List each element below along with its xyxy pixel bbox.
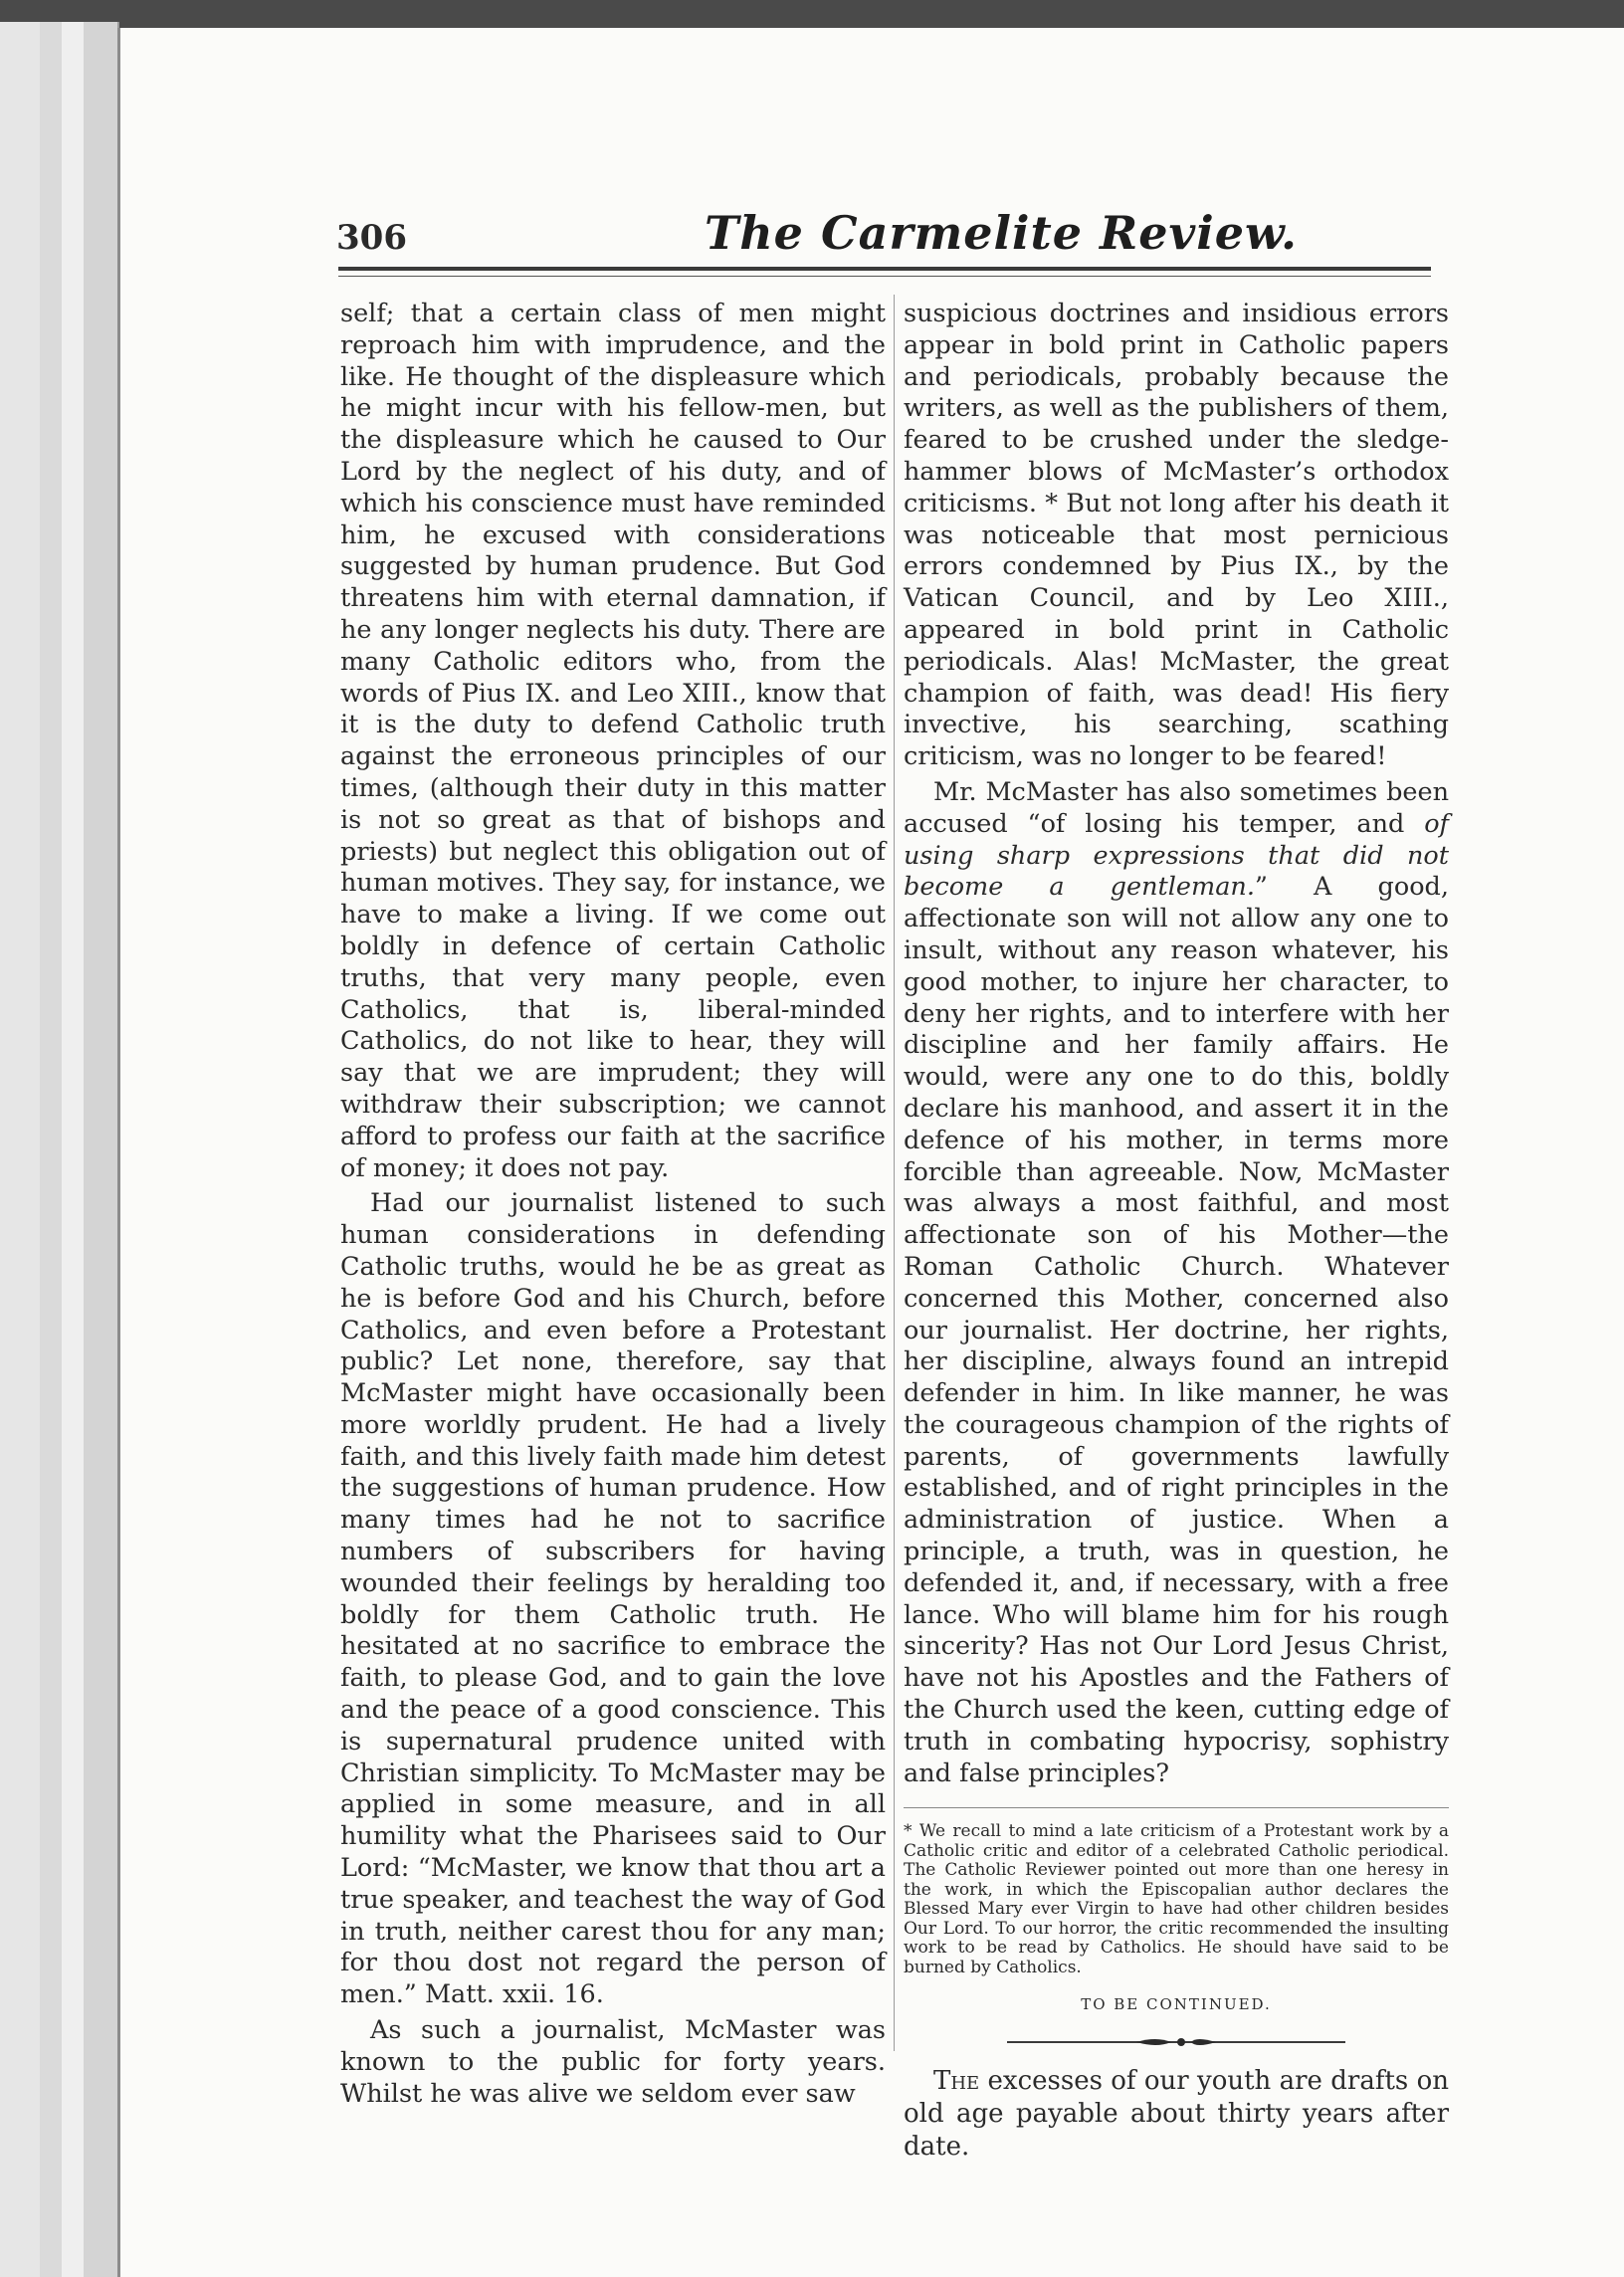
book-edge-1 [0,22,42,2277]
book-edge-4 [84,22,119,2277]
page-number: 306 [336,218,407,258]
ornament-rule [1007,2035,1345,2049]
book-edge-2 [40,22,64,2277]
right-column [904,299,1449,2164]
header-rule-thick [338,267,1431,271]
journal-title: The Carmelite Review. [705,206,1298,260]
left-paragraph-1: self; that a certain class of men might reproach him with imprudence, and the like. He thought of the displeasure which he might incur with his fellow-men, but the displeasure which he caused to Our Lord by the neglect of his duty, and of which his conscience must have reminded him, he excused with considerations suggested by human prudence. But God threatens him with eternal damnation, if he any longer neglects his duty. There are many Catholic editors who, from the words of Pius IX. and Leo XIII., know that it is the duty to defend Catholic truth against the erroneous principles of our times, (although their duty in this matter is not so great as that of bishops and priests) but neglect this obligation out of human motives. They say, for instance, we have to make a living. If we come out boldly in defence of certain Catholic truths, that very many people, even Catholics, that is, liberal-minded Catholics, do not like to hear, they will say that we are imprudent; they will withdraw their subscription; we cannot afford to profess our faith at the sacrifice of money; it does not pay. [340,299,886,1183]
to-be-continued: TO BE CONTINUED. [1081,1995,1272,2014]
scanner-top-band [0,0,1624,30]
footnote-text: * We recall to mind a late criticism of a Protestant work by a Catholic critic and editor of a celebrated Catholic periodical. The Catholic Reviewer pointed out more than one heresy in the work, in which the Episcopalian author declares the Blessed Mary ever Virgin to have had other children besides Our Lord. To our horror, the critic recommended the insulting work to be read by Catholics. He should have said to be burned by Catholics. [904,1821,1449,1977]
header-rule-thin [338,276,1431,277]
left-column [340,299,886,2110]
book-edge-3 [62,22,86,2277]
right-paragraph-2-quote: of using sharp expressions that did not become a gentleman. [904,808,1449,903]
closing-paragraph [904,2065,1449,2164]
page-header [336,204,1431,264]
right-paragraph-2 [904,777,1449,1790]
right-paragraph-2-end: ” A good, affectionate son will not allow any one to insult, without any reason whatever, his good mother, to injure her character, to deny her rights, and to interfere with her discipline and her family affairs. He would, were any one to do this, boldly declare his manhood, and assert it in the defence of his mother, in terms more forcible than agreeable. Now, McMaster was always a most faithful, and most affectionate son of his Mother—the Roman Catholic Church. Whatever concerned this Mother, concerned also our journalist. Her doctrine, her rights, her discipline, always found an intrepid defender in him. In like manner, he was the courageous champion of the rights of parents, of governments lawfully established, and of right principles in the administration of justice. When a principle, a truth, was in question, he defended it, and, if necessary, with a free lance. Who will blame him for his rough sincerity? Has not Our Lord Jesus Christ, have not his Apostles and the Fathers of the Church used the keen, cutting edge of truth in combating hypocrisy, sophistry and false principles? [904,872,1449,1788]
footnote [904,1807,1449,1977]
closing-lead: The [933,2066,980,2097]
column-divider [894,295,895,2051]
left-paragraph-3: As such a journalist, McMaster was known to the public for forty years. Whilst he was alive we seldom ever saw [340,2015,886,2109]
left-paragraph-2: Had our journalist listened to such human considerations in defending Catholic truths, would he be as great as he is before God and his Church, before Catholics, and even before a Protestant public? Let none, therefore, say that McMaster might have occasionally been more worldly prudent. He had a lively faith, and this lively faith made him detest the suggestions of human prudence. How many times had he not to sacrifice numbers of subscribers for having wounded their feelings by heralding too boldly for them Catholic truth. He hesitated at no sacrifice to embrace the faith, to please God, and to gain the love and the peace of a good conscience. This is supernatural prudence united with Christian simplicity. To McMaster may be applied in some measure, and in all humility what the Pharisees said to Our Lord: “McMaster, we know that thou art a true speaker, and teachest the way of God in truth, neither carest thou for any man; for thou dost not regard the person of men.” Matt. xxii. 16. [340,1188,886,2010]
right-paragraph-1: suspicious doctrines and insidious errors appear in bold print in Catholic papers and periodicals, probably because the writers, as well as the publishers of them, feared to be crushed under the sledge-hammer blows of McMaster’s orthodox criticisms. * But not long after his death it was noticeable that most pernicious errors condemned by Pius IX., by the Vatican Council, and by Leo XIII., appeared in bold print in Catholic periodicals. Alas! McMaster, the great champion of faith, was dead! His fiery invective, his searching, scathing criticism, was no longer to be feared! [904,299,1449,772]
closing-rest: excesses of our youth are drafts on old age payable about thirty years after date. [904,2066,1449,2163]
right-paragraph-2-start: Mr. McMaster has also sometimes been accused “of losing his temper, and [904,776,1449,839]
